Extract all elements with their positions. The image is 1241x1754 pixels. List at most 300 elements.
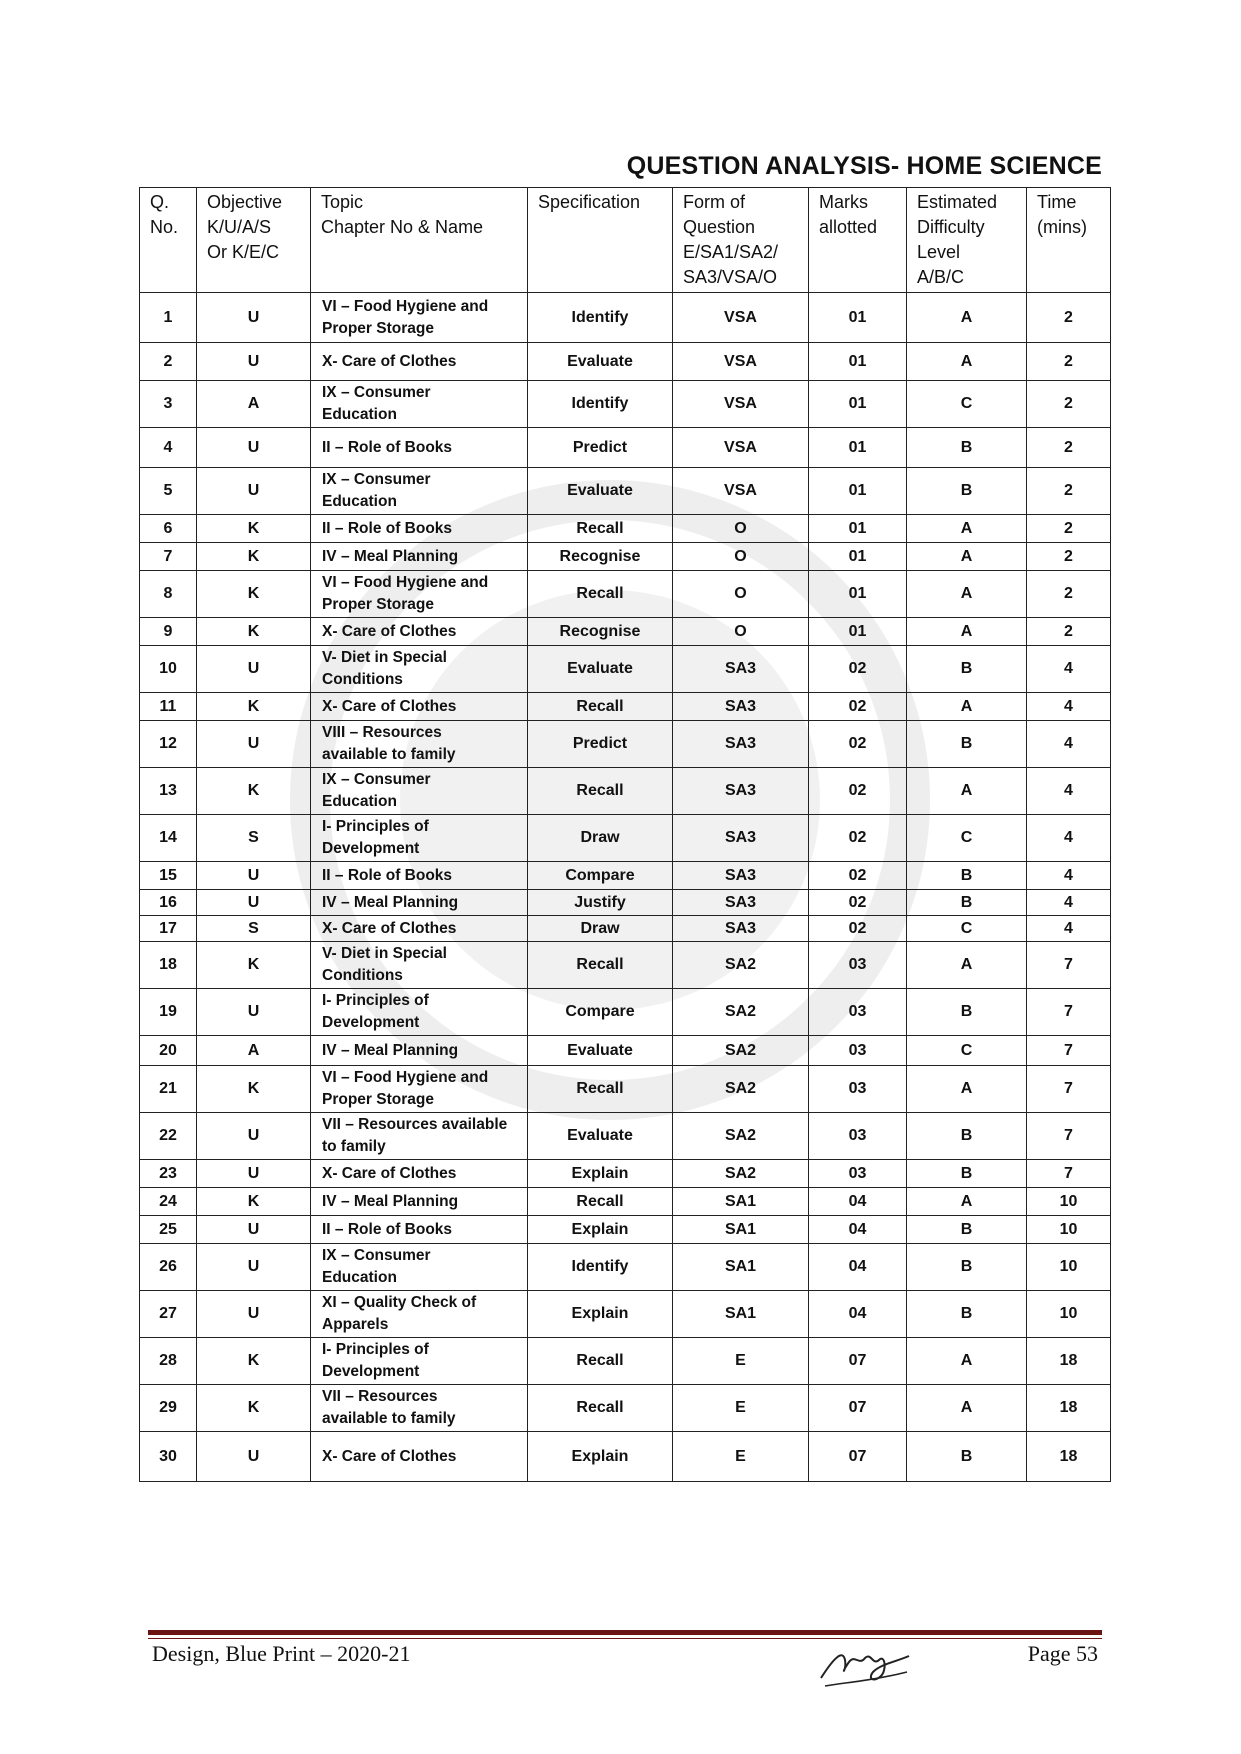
q-no-cell: 26 <box>140 1244 197 1291</box>
difficulty-cell: A <box>907 515 1027 543</box>
topic-line: Education <box>322 493 397 510</box>
difficulty-cell: B <box>907 890 1027 916</box>
q-no-cell: 19 <box>140 989 197 1036</box>
topic-line: IX – Consumer <box>322 384 431 401</box>
header-line: Time <box>1037 192 1077 212</box>
topic-cell <box>311 693 528 721</box>
difficulty-cell: A <box>907 618 1027 646</box>
topic-cell <box>311 768 528 815</box>
q-no-cell: 25 <box>140 1216 197 1244</box>
specification-cell: Recall <box>528 571 673 618</box>
q-no-cell: 30 <box>140 1432 197 1482</box>
objective-cell: U <box>197 1160 311 1188</box>
objective-cell: K <box>197 515 311 543</box>
specification-cell: Recall <box>528 942 673 989</box>
q-no-cell: 24 <box>140 1188 197 1216</box>
specification-cell: Compare <box>528 862 673 890</box>
objective-cell: U <box>197 890 311 916</box>
marks-cell: 01 <box>809 428 907 468</box>
time-cell: 4 <box>1027 862 1111 890</box>
topic-line: I- Principles of <box>322 1341 429 1358</box>
topic-line: Development <box>322 1014 420 1031</box>
time-cell: 4 <box>1027 768 1111 815</box>
objective-cell: U <box>197 293 311 343</box>
topic-cell <box>311 646 528 693</box>
topic-line: Proper Storage <box>322 596 434 613</box>
difficulty-cell: B <box>907 1160 1027 1188</box>
header-line: Form of <box>683 192 746 212</box>
marks-cell: 01 <box>809 515 907 543</box>
objective-cell: K <box>197 1066 311 1113</box>
time-cell: 4 <box>1027 646 1111 693</box>
specification-cell: Predict <box>528 721 673 768</box>
specification-cell: Draw <box>528 815 673 862</box>
topic-cell <box>311 721 528 768</box>
topic-cell <box>311 343 528 381</box>
form-cell: SA3 <box>673 768 809 815</box>
topic-cell <box>311 862 528 890</box>
difficulty-cell: A <box>907 571 1027 618</box>
specification-cell: Recall <box>528 1385 673 1432</box>
form-cell: VSA <box>673 343 809 381</box>
table-row <box>140 343 1111 381</box>
page-title: QUESTION ANALYSIS- HOME SCIENCE <box>626 152 1102 180</box>
marks-cell: 01 <box>809 381 907 428</box>
header-topic <box>311 188 528 293</box>
topic-line: IX – Consumer <box>322 771 431 788</box>
topic-line: available to family <box>322 746 456 763</box>
header-line: Topic <box>321 192 364 212</box>
header-line: Question <box>683 217 756 237</box>
header-objective <box>197 188 311 293</box>
topic-cell <box>311 428 528 468</box>
table-row <box>140 428 1111 468</box>
time-cell: 2 <box>1027 543 1111 571</box>
form-cell: SA2 <box>673 1113 809 1160</box>
topic-line: X- Care of Clothes <box>322 697 457 715</box>
topic-line: to family <box>322 1138 386 1155</box>
difficulty-cell: B <box>907 1244 1027 1291</box>
time-cell: 18 <box>1027 1338 1111 1385</box>
form-cell: O <box>673 543 809 571</box>
specification-cell: Evaluate <box>528 343 673 381</box>
marks-cell: 07 <box>809 1338 907 1385</box>
specification-cell: Identify <box>528 1244 673 1291</box>
table-row <box>140 768 1111 815</box>
q-no-cell: 11 <box>140 693 197 721</box>
topic-cell <box>311 1338 528 1385</box>
difficulty-cell: B <box>907 428 1027 468</box>
footer-rule-thin <box>148 1638 1102 1639</box>
difficulty-cell: B <box>907 646 1027 693</box>
time-cell: 7 <box>1027 1160 1111 1188</box>
signature <box>815 1636 915 1696</box>
form-cell: O <box>673 515 809 543</box>
marks-cell: 02 <box>809 815 907 862</box>
marks-cell: 01 <box>809 343 907 381</box>
table-row <box>140 1160 1111 1188</box>
difficulty-cell: A <box>907 1338 1027 1385</box>
topic-cell <box>311 618 528 646</box>
topic-line: Education <box>322 1269 397 1286</box>
topic-cell <box>311 515 528 543</box>
specification-cell: Recall <box>528 1066 673 1113</box>
difficulty-cell: B <box>907 989 1027 1036</box>
objective-cell: U <box>197 468 311 515</box>
topic-cell <box>311 1188 528 1216</box>
time-cell: 4 <box>1027 916 1111 942</box>
topic-line: IV – Meal Planning <box>322 547 459 565</box>
table-row <box>140 989 1111 1036</box>
form-cell: O <box>673 618 809 646</box>
topic-line: II – Role of Books <box>322 1220 453 1238</box>
time-cell: 7 <box>1027 1066 1111 1113</box>
form-cell: SA3 <box>673 721 809 768</box>
table-row <box>140 862 1111 890</box>
objective-cell: U <box>197 428 311 468</box>
table-body <box>140 293 1111 1482</box>
q-no-cell: 4 <box>140 428 197 468</box>
form-cell: SA2 <box>673 989 809 1036</box>
topic-line: X- Care of Clothes <box>322 1447 457 1465</box>
form-cell: SA2 <box>673 1160 809 1188</box>
header-specification <box>528 188 673 293</box>
topic-line: Development <box>322 840 420 857</box>
marks-cell: 01 <box>809 571 907 618</box>
specification-cell: Explain <box>528 1160 673 1188</box>
difficulty-cell: A <box>907 343 1027 381</box>
table-row <box>140 1036 1111 1066</box>
objective-cell: U <box>197 1432 311 1482</box>
q-no-cell: 22 <box>140 1113 197 1160</box>
difficulty-cell: A <box>907 768 1027 815</box>
form-cell: E <box>673 1338 809 1385</box>
q-no-cell: 28 <box>140 1338 197 1385</box>
topic-line: II – Role of Books <box>322 519 453 537</box>
form-cell: SA3 <box>673 890 809 916</box>
table-row <box>140 1188 1111 1216</box>
specification-cell: Explain <box>528 1432 673 1482</box>
time-cell: 2 <box>1027 293 1111 343</box>
difficulty-cell: C <box>907 381 1027 428</box>
marks-cell: 04 <box>809 1244 907 1291</box>
q-no-cell: 9 <box>140 618 197 646</box>
header-line: allotted <box>819 217 878 237</box>
q-no-cell: 17 <box>140 916 197 942</box>
header-line: K/U/A/S <box>207 217 272 237</box>
specification-cell: Recall <box>528 515 673 543</box>
question-analysis-table <box>139 187 1111 1482</box>
marks-cell: 03 <box>809 1113 907 1160</box>
specification-cell: Explain <box>528 1291 673 1338</box>
topic-line: Proper Storage <box>322 1091 434 1108</box>
marks-cell: 02 <box>809 916 907 942</box>
time-cell: 2 <box>1027 428 1111 468</box>
form-cell: SA2 <box>673 1036 809 1066</box>
time-cell: 2 <box>1027 515 1111 543</box>
topic-line: IV – Meal Planning <box>322 893 459 911</box>
marks-cell: 02 <box>809 890 907 916</box>
form-cell: SA1 <box>673 1216 809 1244</box>
header-line: Marks <box>819 192 868 212</box>
time-cell: 4 <box>1027 890 1111 916</box>
specification-cell: Evaluate <box>528 1036 673 1066</box>
topic-line: X- Care of Clothes <box>322 352 457 370</box>
marks-cell: 04 <box>809 1291 907 1338</box>
form-cell: SA1 <box>673 1188 809 1216</box>
specification-cell: Recognise <box>528 618 673 646</box>
specification-cell: Compare <box>528 989 673 1036</box>
table-row <box>140 721 1111 768</box>
header-line: Specification <box>538 192 641 212</box>
specification-cell: Draw <box>528 916 673 942</box>
header-line: No. <box>150 217 179 237</box>
header-line: Chapter No & Name <box>321 217 484 237</box>
table-row <box>140 1066 1111 1113</box>
marks-cell: 04 <box>809 1216 907 1244</box>
q-no-cell: 15 <box>140 862 197 890</box>
topic-cell <box>311 293 528 343</box>
time-cell: 4 <box>1027 693 1111 721</box>
marks-cell: 07 <box>809 1432 907 1482</box>
topic-line: Development <box>322 1363 420 1380</box>
header-line: Q. <box>150 192 170 212</box>
time-cell: 10 <box>1027 1244 1111 1291</box>
table-row <box>140 1244 1111 1291</box>
marks-cell: 04 <box>809 1188 907 1216</box>
objective-cell: K <box>197 1385 311 1432</box>
time-cell: 7 <box>1027 942 1111 989</box>
topic-cell <box>311 890 528 916</box>
form-cell: SA3 <box>673 646 809 693</box>
topic-line: VII – Resources available <box>322 1116 508 1133</box>
topic-line: VIII – Resources <box>322 724 442 741</box>
time-cell: 2 <box>1027 618 1111 646</box>
topic-line: VI – Food Hygiene and <box>322 574 489 591</box>
objective-cell: A <box>197 1036 311 1066</box>
marks-cell: 02 <box>809 721 907 768</box>
difficulty-cell: B <box>907 1216 1027 1244</box>
table-row <box>140 815 1111 862</box>
topic-cell <box>311 1160 528 1188</box>
objective-cell: U <box>197 1291 311 1338</box>
time-cell: 10 <box>1027 1291 1111 1338</box>
topic-cell <box>311 381 528 428</box>
objective-cell: U <box>197 721 311 768</box>
topic-cell <box>311 1432 528 1482</box>
marks-cell: 03 <box>809 942 907 989</box>
marks-cell: 02 <box>809 768 907 815</box>
header-line: Level <box>917 242 961 262</box>
table-row <box>140 1432 1111 1482</box>
specification-cell: Identify <box>528 381 673 428</box>
specification-cell: Identify <box>528 293 673 343</box>
time-cell: 7 <box>1027 989 1111 1036</box>
topic-line: IV – Meal Planning <box>322 1192 459 1210</box>
q-no-cell: 16 <box>140 890 197 916</box>
difficulty-cell: B <box>907 1113 1027 1160</box>
difficulty-cell: A <box>907 1066 1027 1113</box>
difficulty-cell: B <box>907 1291 1027 1338</box>
q-no-cell: 21 <box>140 1066 197 1113</box>
q-no-cell: 18 <box>140 942 197 989</box>
q-no-cell: 23 <box>140 1160 197 1188</box>
topic-line: I- Principles of <box>322 818 429 835</box>
form-cell: SA2 <box>673 1066 809 1113</box>
time-cell: 10 <box>1027 1188 1111 1216</box>
topic-line: Conditions <box>322 967 403 984</box>
marks-cell: 02 <box>809 646 907 693</box>
objective-cell: U <box>197 1216 311 1244</box>
form-cell: VSA <box>673 468 809 515</box>
topic-line: Education <box>322 793 397 810</box>
footer-document-name: Design, Blue Print – 2020-21 <box>152 1641 411 1666</box>
topic-line: VI – Food Hygiene and <box>322 1069 489 1086</box>
header-line: SA3/VSA/O <box>683 267 778 287</box>
form-cell: SA1 <box>673 1291 809 1338</box>
header-line: Objective <box>207 192 283 212</box>
header-time <box>1027 188 1111 293</box>
header-line: Estimated <box>917 192 998 212</box>
q-no-cell: 3 <box>140 381 197 428</box>
marks-cell: 07 <box>809 1385 907 1432</box>
topic-line: V- Diet in Special <box>322 649 447 666</box>
form-cell: E <box>673 1385 809 1432</box>
time-cell: 18 <box>1027 1385 1111 1432</box>
q-no-cell: 27 <box>140 1291 197 1338</box>
header-line: E/SA1/SA2/ <box>683 242 779 262</box>
form-cell: SA3 <box>673 693 809 721</box>
table-row <box>140 1113 1111 1160</box>
time-cell: 4 <box>1027 815 1111 862</box>
objective-cell: U <box>197 1113 311 1160</box>
topic-cell <box>311 571 528 618</box>
table-row <box>140 1216 1111 1244</box>
form-cell: SA3 <box>673 862 809 890</box>
topic-cell <box>311 815 528 862</box>
topic-cell <box>311 1113 528 1160</box>
header-line: Difficulty <box>917 217 985 237</box>
objective-cell: K <box>197 618 311 646</box>
marks-cell: 03 <box>809 1066 907 1113</box>
table-row <box>140 693 1111 721</box>
marks-cell: 01 <box>809 543 907 571</box>
topic-cell <box>311 543 528 571</box>
difficulty-cell: B <box>907 1432 1027 1482</box>
q-no-cell: 5 <box>140 468 197 515</box>
table-row <box>140 571 1111 618</box>
difficulty-cell: A <box>907 543 1027 571</box>
difficulty-cell: A <box>907 1385 1027 1432</box>
marks-cell: 01 <box>809 293 907 343</box>
header-q-no <box>140 188 197 293</box>
header-form-of-question <box>673 188 809 293</box>
objective-cell: K <box>197 1338 311 1385</box>
topic-line: VII – Resources <box>322 1388 438 1405</box>
marks-cell: 03 <box>809 1160 907 1188</box>
specification-cell: Recall <box>528 1338 673 1385</box>
topic-line: IX – Consumer <box>322 1247 431 1264</box>
form-cell: SA3 <box>673 815 809 862</box>
topic-line: IV – Meal Planning <box>322 1041 459 1059</box>
form-cell: VSA <box>673 428 809 468</box>
specification-cell: Evaluate <box>528 468 673 515</box>
topic-cell <box>311 916 528 942</box>
topic-cell <box>311 1066 528 1113</box>
topic-cell <box>311 1216 528 1244</box>
form-cell: O <box>673 571 809 618</box>
difficulty-cell: A <box>907 693 1027 721</box>
form-cell: SA2 <box>673 942 809 989</box>
table-row <box>140 1385 1111 1432</box>
time-cell: 2 <box>1027 343 1111 381</box>
specification-cell: Recall <box>528 693 673 721</box>
difficulty-cell: A <box>907 1188 1027 1216</box>
header-marks-allotted <box>809 188 907 293</box>
time-cell: 7 <box>1027 1113 1111 1160</box>
objective-cell: U <box>197 862 311 890</box>
time-cell: 7 <box>1027 1036 1111 1066</box>
q-no-cell: 29 <box>140 1385 197 1432</box>
topic-line: X- Care of Clothes <box>322 1164 457 1182</box>
table-row <box>140 890 1111 916</box>
objective-cell: K <box>197 1188 311 1216</box>
difficulty-cell: A <box>907 942 1027 989</box>
topic-cell <box>311 942 528 989</box>
q-no-cell: 14 <box>140 815 197 862</box>
q-no-cell: 7 <box>140 543 197 571</box>
topic-line: XI – Quality Check of <box>322 1294 477 1311</box>
difficulty-cell: C <box>907 815 1027 862</box>
topic-line: II – Role of Books <box>322 438 453 456</box>
topic-line: II – Role of Books <box>322 866 453 884</box>
table-row <box>140 381 1111 428</box>
topic-cell <box>311 1291 528 1338</box>
q-no-cell: 2 <box>140 343 197 381</box>
q-no-cell: 1 <box>140 293 197 343</box>
table-row <box>140 942 1111 989</box>
time-cell: 2 <box>1027 468 1111 515</box>
objective-cell: U <box>197 989 311 1036</box>
difficulty-cell: A <box>907 293 1027 343</box>
header-line: Or K/E/C <box>207 242 280 262</box>
topic-cell <box>311 1036 528 1066</box>
topic-cell <box>311 1244 528 1291</box>
objective-cell: U <box>197 343 311 381</box>
marks-cell: 01 <box>809 468 907 515</box>
table-row <box>140 916 1111 942</box>
marks-cell: 01 <box>809 618 907 646</box>
header-line: (mins) <box>1037 217 1087 237</box>
difficulty-cell: B <box>907 862 1027 890</box>
form-cell: E <box>673 1432 809 1482</box>
table-header-row <box>140 188 1111 293</box>
specification-cell: Recall <box>528 1188 673 1216</box>
objective-cell: K <box>197 768 311 815</box>
footer-rule <box>148 1630 1102 1635</box>
objective-cell: U <box>197 1244 311 1291</box>
form-cell: VSA <box>673 293 809 343</box>
objective-cell: K <box>197 543 311 571</box>
table-row <box>140 543 1111 571</box>
objective-cell: K <box>197 942 311 989</box>
q-no-cell: 20 <box>140 1036 197 1066</box>
difficulty-cell: B <box>907 468 1027 515</box>
difficulty-cell: C <box>907 916 1027 942</box>
objective-cell: K <box>197 693 311 721</box>
table-row <box>140 618 1111 646</box>
time-cell: 2 <box>1027 571 1111 618</box>
